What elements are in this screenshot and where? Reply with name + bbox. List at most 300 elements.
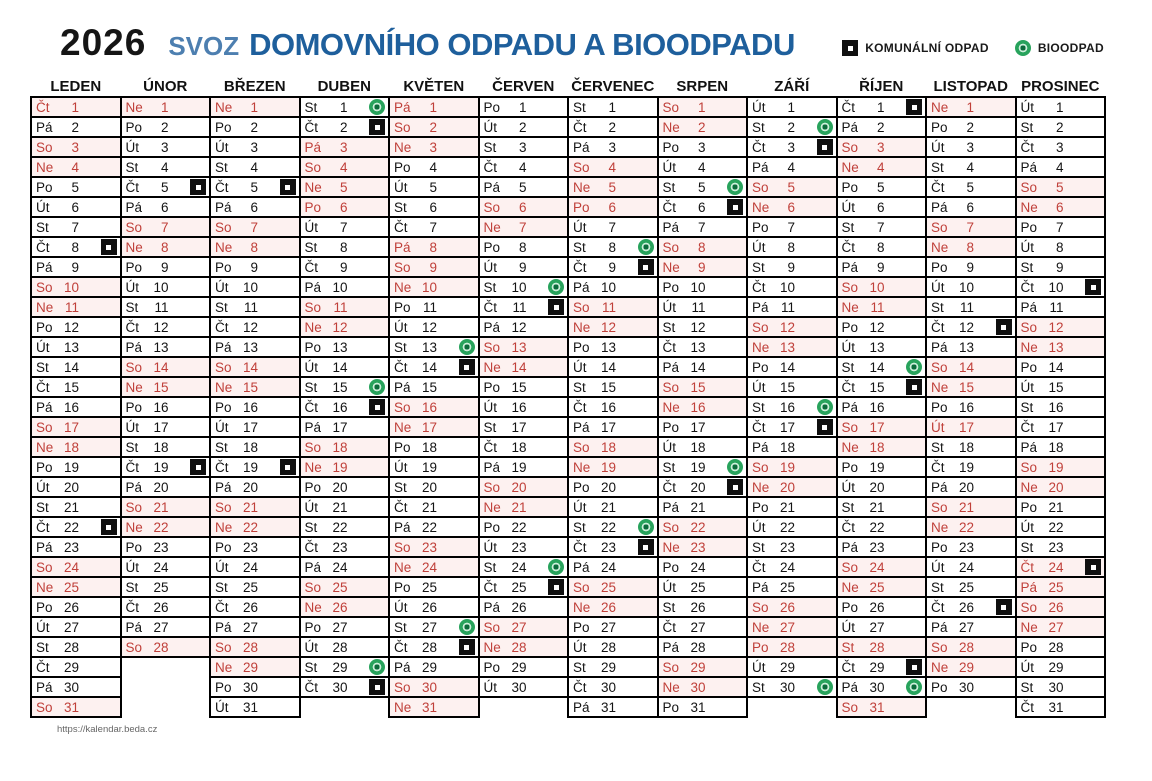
day-cell [836,456,928,478]
month-name: LEDEN [50,78,102,95]
weekday-label: So [483,619,501,635]
day-cell [836,576,928,598]
day-cell [30,596,122,618]
day-number: 17 [332,419,348,435]
weekday-label: Po [394,579,411,595]
bioodpad-icon [906,679,922,695]
weekday-label: Ne [662,119,680,135]
day-number: 6 [787,199,795,215]
day-number: 28 [242,639,258,655]
day-number: 22 [869,519,885,535]
day-number: 6 [876,199,885,215]
komunal-odpad-icon [996,599,1012,615]
weekday-label: Út [1020,239,1034,255]
day-cell [836,296,928,318]
weekday-label: Út [36,479,50,495]
weekday-label: So [573,299,590,315]
day-cell [1015,216,1107,238]
weekday-label: Út [304,639,318,655]
weekday-label: Čt [1020,419,1034,435]
weekday-label: Ne [662,539,680,555]
weekday-label: Pá [394,99,411,115]
weekday-label: So [304,439,322,455]
day-number: 5 [160,179,169,195]
weekday-label: So [752,459,769,475]
weekday-label: So [841,139,859,155]
day-cell [1015,256,1107,278]
day-cell [30,256,122,278]
day-number: 9 [339,259,348,275]
day-cell [478,216,570,238]
weekday-label: So [752,179,769,195]
weekday-label: Pá [573,139,590,155]
day-cell [657,416,749,438]
day-number: 31 [1048,699,1064,715]
day-number: 27 [511,619,527,635]
day-cell [746,416,838,438]
day-number: 10 [242,279,258,295]
month-name: ÚNOR [143,78,188,95]
weekday-label: St [394,479,407,495]
day-cell [209,376,301,398]
komunal-odpad-icon [817,139,833,155]
day-cell [746,216,838,238]
weekday-label: Ne [394,419,412,435]
day-number: 11 [870,299,885,315]
collection-marker [548,579,564,595]
day-number: 2 [518,119,527,135]
komunal-odpad-icon [101,519,117,535]
day-number: 11 [243,299,258,315]
day-cell [746,276,838,298]
day-cell [120,96,212,118]
day-cell [925,216,1017,238]
day-cell [30,196,122,218]
weekday-label: Čt [573,399,587,415]
day-number: 29 [332,659,348,675]
weekday-label: So [36,419,53,435]
weekday-label: Út [483,679,497,695]
collection-marker [369,679,385,695]
weekday-label: Út [304,359,318,375]
day-cell [299,556,391,578]
day-cell [388,136,480,158]
weekday-label: Út [394,459,408,475]
day-cell [120,416,212,438]
day-cell [209,496,301,518]
day-cell [567,316,659,338]
legend [842,40,1104,56]
day-number: 15 [690,379,706,395]
weekday-label: Pá [483,179,501,195]
day-number: 24 [869,559,885,575]
weekday-label: Ne [1020,479,1038,495]
day-cell [746,356,838,378]
day-cell [209,136,301,158]
weekday-label: St [125,299,139,315]
day-number: 8 [71,239,79,255]
day-number: 13 [242,339,258,355]
day-cell [1015,176,1107,198]
day-cell [209,256,301,278]
day-number: 1 [1055,99,1064,115]
weekday-label: Ne [752,479,770,495]
weekday-label: Út [1020,519,1034,535]
day-number: 9 [787,259,795,275]
day-number: 8 [250,239,258,255]
weekday-label: So [36,279,53,295]
day-number: 10 [869,279,885,295]
day-number: 12 [869,319,885,335]
weekday-label: Čt [841,659,855,675]
day-number: 16 [63,399,79,415]
day-number: 8 [429,239,437,255]
day-cell [478,136,570,158]
weekday-label: So [394,259,411,275]
weekday-label: Čt [394,359,408,375]
day-number: 4 [250,159,258,175]
day-cell [30,496,122,518]
weekday-label: Po [752,499,769,515]
weekday-label: Čt [662,339,676,355]
weekday-label: Po [662,139,680,155]
day-cell [299,456,391,478]
weekday-label: Ne [841,439,859,455]
day-number: 15 [242,379,258,395]
day-cell [299,476,391,498]
day-number: 2 [608,119,616,135]
day-number: 8 [966,239,974,255]
day-number: 12 [690,319,706,335]
weekday-label: Po [752,219,769,235]
weekday-label: Ne [573,599,591,615]
day-cell [567,436,659,458]
komunal-odpad-icon [817,419,833,435]
weekday-label: Út [483,399,497,415]
day-cell [388,456,480,478]
day-cell [120,296,212,318]
day-number: 29 [690,659,706,675]
day-cell [567,196,659,218]
day-cell [567,176,659,198]
weekday-label: St [125,439,139,455]
day-cell [657,156,749,178]
day-cell [30,136,122,158]
weekday-label: Pá [573,419,590,435]
day-cell [657,456,749,478]
day-number: 20 [1048,479,1064,495]
day-cell [299,576,391,598]
day-number: 2 [429,119,437,135]
day-number: 2 [160,119,169,135]
weekday-label: St [841,499,855,515]
day-cell [836,656,928,678]
weekday-label: St [931,159,944,175]
day-number: 12 [600,319,616,335]
month-column [30,78,122,718]
weekday-label: Ne [483,359,501,375]
weekday-label: Út [125,559,139,575]
day-number: 20 [600,479,616,495]
calendar-grid [30,78,1106,718]
day-number: 9 [71,259,79,275]
weekday-label: So [931,639,948,655]
weekday-label: Ne [215,99,233,115]
weekday-label: Čt [394,219,408,235]
weekday-label: St [304,99,318,115]
day-cell [299,616,391,638]
day-number: 10 [153,279,169,295]
day-cell [388,396,480,418]
day-cell [478,516,570,538]
day-cell [478,296,570,318]
weekday-label: Pá [841,259,859,275]
day-number: 25 [421,579,437,595]
day-cell [1015,476,1107,498]
day-number: 7 [876,219,885,235]
day-number: 5 [1055,179,1064,195]
weekday-label: So [304,159,322,175]
day-number: 17 [1048,419,1064,435]
weekday-label: Pá [394,519,411,535]
day-cell [746,476,838,498]
day-cell [30,156,122,178]
day-cell [299,196,391,218]
day-number: 7 [787,219,795,235]
day-cell [836,156,928,178]
day-number: 18 [511,439,527,455]
day-number: 7 [966,219,974,235]
day-cell [30,676,122,698]
day-number: 29 [1048,659,1064,675]
day-number: 8 [608,239,616,255]
weekday-label: Pá [841,539,859,555]
weekday-label: Pá [125,479,143,495]
collection-marker [996,599,1012,615]
weekday-label: St [394,199,407,215]
day-cell [567,456,659,478]
day-cell [478,556,570,578]
weekday-label: Čt [931,179,945,195]
day-cell [388,276,480,298]
day-cell [657,696,749,718]
weekday-label: Čt [841,239,855,255]
day-cell [925,376,1017,398]
weekday-label: Ne [752,199,770,215]
day-cell [836,696,928,718]
day-number: 19 [153,459,169,475]
weekday-label: St [752,399,765,415]
weekday-label: Po [304,339,322,355]
day-number: 8 [876,239,885,255]
day-cell [299,516,391,538]
day-number: 14 [421,359,437,375]
weekday-label: So [394,679,411,695]
weekday-label: Út [841,339,855,355]
day-number: 21 [421,499,437,515]
weekday-label: St [1020,539,1034,555]
collection-marker [369,399,385,415]
day-number: 31 [421,699,437,715]
weekday-label: Ne [931,99,949,115]
collection-marker [459,359,475,375]
weekday-label: So [483,199,501,215]
day-cell [478,116,570,138]
weekday-label: Čt [304,539,318,555]
day-cell [388,436,480,458]
day-cell [1015,396,1107,418]
collection-marker [548,299,564,315]
day-number: 16 [1048,399,1064,415]
day-number: 5 [250,179,258,195]
day-number: 6 [608,199,616,215]
weekday-label: St [662,459,676,475]
day-cell [836,236,928,258]
day-number: 4 [787,159,795,175]
weekday-label: Ne [931,379,949,395]
day-cell [746,396,838,418]
day-cell [478,156,570,178]
weekday-label: Čt [752,139,766,155]
weekday-label: Po [125,119,143,135]
day-number: 25 [153,579,169,595]
day-cell [836,616,928,638]
day-cell [30,376,122,398]
day-cell [299,236,391,258]
day-cell [299,136,391,158]
day-number: 25 [1048,579,1064,595]
day-cell [746,616,838,638]
day-cell [657,576,749,598]
day-cell [1015,296,1107,318]
weekday-label: Po [36,599,53,615]
day-cell [120,216,212,238]
day-cell [120,496,212,518]
day-number: 18 [242,439,258,455]
day-number: 3 [429,139,437,155]
weekday-label: Po [483,239,501,255]
weekday-label: Po [931,679,948,695]
day-cell [746,436,838,458]
day-number: 26 [690,599,706,615]
day-number: 1 [697,99,706,115]
day-number: 1 [250,99,258,115]
day-number: 30 [511,679,527,695]
day-number: 13 [421,339,437,355]
day-cell [209,456,301,478]
weekday-label: Čt [125,319,139,335]
day-cell [567,676,659,698]
day-number: 14 [690,359,706,375]
day-cell [836,176,928,198]
day-number: 4 [518,159,527,175]
day-cell [925,616,1017,638]
day-cell [209,656,301,678]
day-number: 21 [242,499,258,515]
weekday-label: St [36,499,49,515]
day-cell [209,556,301,578]
day-number: 5 [697,179,706,195]
day-cell [925,536,1017,558]
day-cell [478,676,570,698]
bioodpad-icon [459,339,475,355]
day-number: 9 [429,259,437,275]
day-cell [299,296,391,318]
weekday-label: St [752,539,765,555]
day-cell [1015,196,1107,218]
collection-marker [638,519,654,535]
day-cell [388,696,480,718]
day-cell [478,196,570,218]
day-cell [30,96,122,118]
komunal-odpad-icon [369,119,385,135]
day-number: 22 [153,519,169,535]
day-cell [209,336,301,358]
day-cell [746,136,838,158]
day-number: 29 [511,659,527,675]
komunal-odpad-icon [190,179,206,195]
day-number: 27 [332,619,348,635]
day-cell [1015,616,1107,638]
day-number: 7 [608,219,616,235]
day-cell [209,356,301,378]
weekday-label: Ne [215,519,233,535]
day-number: 14 [63,359,79,375]
weekday-label: St [752,679,765,695]
day-cell [836,196,928,218]
day-number: 21 [690,499,706,515]
weekday-label: Pá [931,339,948,355]
calendar-year: 2026 [60,22,147,63]
weekday-label: St [1020,399,1034,415]
day-cell [567,576,659,598]
weekday-label: Čt [36,379,50,395]
komunal-odpad-icon [280,459,296,475]
day-number: 26 [869,599,885,615]
weekday-label: Po [304,199,322,215]
day-cell [388,96,480,118]
komunal-odpad-icon [548,299,564,315]
day-cell [567,696,659,718]
day-cell [30,656,122,678]
weekday-label: Út [1020,99,1034,115]
day-cell [657,376,749,398]
day-cell [836,476,928,498]
day-number: 23 [421,539,437,555]
day-number: 24 [690,559,706,575]
weekday-label: So [662,519,680,535]
day-number: 7 [339,219,348,235]
weekday-label: So [573,159,590,175]
day-cell [746,656,838,678]
day-cell [836,316,928,338]
day-cell [209,396,301,418]
komunal-odpad-icon [101,239,117,255]
collection-marker [1085,559,1101,575]
weekday-label: Po [573,339,590,355]
collection-marker [727,199,743,215]
day-cell [478,96,570,118]
day-number: 16 [332,399,348,415]
weekday-label: Po [215,679,232,695]
day-number: 1 [518,99,527,115]
day-number: 19 [779,459,795,475]
day-cell [388,636,480,658]
day-cell [299,396,391,418]
day-cell [657,216,749,238]
day-cell [746,556,838,578]
day-number: 22 [63,519,79,535]
